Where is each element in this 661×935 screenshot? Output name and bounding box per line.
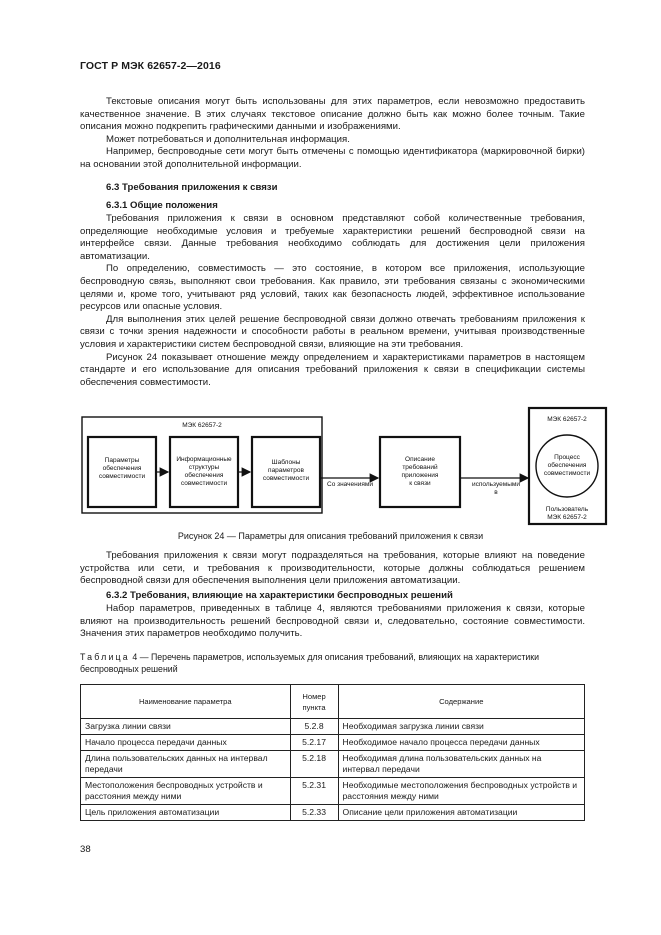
general-paragraph-4: Рисунок 24 показывает отношение между определением и характеристиками параметров в настоящем стандарте и его использование для описания требований приложения к связи в спецификации системы обеспечения совместимости. bbox=[80, 351, 585, 388]
table-row bbox=[81, 805, 585, 821]
box-info-line-3: обеспечения bbox=[184, 472, 224, 479]
cell-name: Цель приложения автоматизации bbox=[81, 805, 291, 821]
cell-number: 5.2.18 bbox=[290, 751, 338, 778]
general-paragraph-1: Требования приложения к связи в основном представляют собой количественные требования, определяющие необходимые условия и требуемые характеристики решений беспроводной связи на интерфейсе связи. Данные требования необходимо соблюдать для достижения цели приложения автоматизации. bbox=[80, 213, 585, 262]
arrow-label-values: Со значениями bbox=[327, 481, 373, 488]
table-title-number: 4 bbox=[132, 652, 138, 662]
arrow-label-used-1: используемыми bbox=[472, 481, 520, 488]
box-req-line-1: Описание bbox=[405, 456, 435, 463]
table-title-word: Таблица bbox=[80, 652, 130, 662]
arrow-label-used-2: в bbox=[494, 489, 498, 496]
figure-caption: Рисунок 24 — Параметры для описания требований приложения к связи bbox=[177, 531, 484, 541]
page-number: 38 bbox=[80, 844, 91, 855]
after-figure-section bbox=[80, 550, 585, 588]
intro-paragraph-2: Может потребоваться и дополнительная информация. bbox=[106, 133, 350, 145]
box-parameters-line-2: обеспечения bbox=[102, 465, 142, 472]
general-paragraph-2: По определению, совместимость — это состояние, в котором все приложения, использующие беспроводную связь, выполняют свои требования. Как правило, эти требования связаны с экономическими целями и, кроме того, учитывают ряд условий, таких как безопасность людей, эффективное использование ресурсов или опасные условия. bbox=[80, 263, 585, 313]
circle-center-line-2: обеспечения bbox=[547, 462, 587, 469]
cell-name: Местоположения беспроводных устройств и расстояния между ними bbox=[81, 778, 291, 805]
header-parameter-name: Наименование параметра bbox=[81, 685, 291, 719]
box-parameters-line-1: Параметры bbox=[104, 457, 140, 464]
box-templates-line-2: параметров bbox=[268, 467, 304, 474]
cell-name: Начало процесса передачи данных bbox=[81, 735, 291, 751]
box-info-line-1: Информационные bbox=[176, 456, 232, 463]
group-label: МЭК 62657-2 bbox=[182, 422, 222, 429]
circle-bottom-line-2: МЭК 62657-2 bbox=[547, 514, 587, 521]
after-figure-paragraph: Требования приложения к связи могут подразделяться на требования, которые влияют на поведение устройства или сети, и требования к производительности, которые должны соблюдаться решением беспроводной связи для обеспечения выполнения цели приложения автоматизации. bbox=[80, 550, 585, 587]
section-6-3-2-paragraph: Набор параметров, приведенных в таблице 4, являются требованиями приложения к связи, которые влияют на производительность решений беспроводной связи и, следовательно, состояние совместимости. Значения этих параметров необходимо получить. bbox=[80, 603, 585, 640]
box-req-line-4: к связи bbox=[409, 480, 431, 487]
cell-content: Необходимое начало процесса передачи данных bbox=[338, 735, 584, 751]
box-templates-line-1: Шаблоны bbox=[271, 459, 301, 466]
intro-paragraph-3: Например, беспроводные сети могут быть отмечены с помощью идентификатора (маркировочной бирки) на основании этой дополнительной информации. bbox=[80, 146, 585, 170]
cell-number: 5.2.8 bbox=[290, 719, 338, 735]
box-parameters-line-3: совместимости bbox=[98, 473, 146, 480]
box-req-line-2: требований bbox=[402, 464, 438, 471]
section-6-3-2-heading: 6.3.2 Требования, влияющие на характеристики беспроводных решений bbox=[106, 590, 453, 601]
document-header: ГОСТ Р МЭК 62657-2—2016 bbox=[80, 60, 221, 72]
header-clause-number: Номер пункта bbox=[290, 685, 338, 719]
circle-center-line-1: Процесс bbox=[554, 454, 580, 461]
box-info-line-4: совместимости bbox=[180, 480, 228, 487]
cell-number: 5.2.31 bbox=[290, 778, 338, 805]
table-row bbox=[81, 751, 585, 778]
cell-name: Длина пользовательских данных на интервал передачи bbox=[81, 751, 291, 778]
box-info-line-2: структуры bbox=[188, 464, 220, 471]
cell-content: Описание цели приложения автоматизации bbox=[338, 805, 584, 821]
section-6-3-2-body bbox=[80, 603, 585, 641]
circle-top-label: МЭК 62657-2 bbox=[547, 416, 587, 423]
intro-paragraph-1: Текстовые описания могут быть использованы для этих параметров, если невозможно предоставить качественное значение. В этих случаях текстовое описание должно быть как можно более точным. Такие описания можно подкрепить графическими данными и изображениями. bbox=[80, 96, 585, 133]
header-content: Содержание bbox=[338, 685, 584, 719]
parameters-table bbox=[80, 684, 585, 821]
cell-number: 5.2.33 bbox=[290, 805, 338, 821]
table-header-row bbox=[81, 685, 585, 719]
table-row bbox=[81, 735, 585, 751]
table-title bbox=[80, 652, 590, 675]
cell-name: Загрузка линии связи bbox=[81, 719, 291, 735]
circle-bottom-line-1: Пользователь bbox=[545, 506, 589, 513]
box-parameters bbox=[88, 437, 156, 507]
general-paragraph-3: Для выполнения этих целей решение беспроводной связи должно отвечать требованиям приложения к связи с точки зрения надежности и способности работы в реальном времени, учитывая производственные условия и характеристики систем беспроводной связи, влияющие на эти требования. bbox=[80, 313, 585, 350]
table-row bbox=[81, 719, 585, 735]
section-6-3-1-heading: 6.3.1 Общие положения bbox=[106, 200, 218, 211]
table-row bbox=[81, 778, 585, 805]
circle-center-line-3: совместимости bbox=[543, 470, 591, 477]
section-6-3-heading: 6.3 Требования приложения к связи bbox=[106, 182, 278, 193]
box-req-line-3: приложения bbox=[401, 472, 439, 479]
cell-content: Необходимые местоположения беспроводных устройств и расстояния между ними bbox=[338, 778, 584, 805]
box-templates-line-3: совместимости bbox=[262, 475, 310, 482]
cell-number: 5.2.17 bbox=[290, 735, 338, 751]
table-title-text: — Перечень параметров, используемых для описания требований, влияющих на характеристики беспроводных решений bbox=[80, 652, 540, 674]
cell-content: Необходимая загрузка линии связи bbox=[338, 719, 584, 735]
cell-content: Необходимая длина пользовательских данных на интервал передачи bbox=[338, 751, 584, 778]
